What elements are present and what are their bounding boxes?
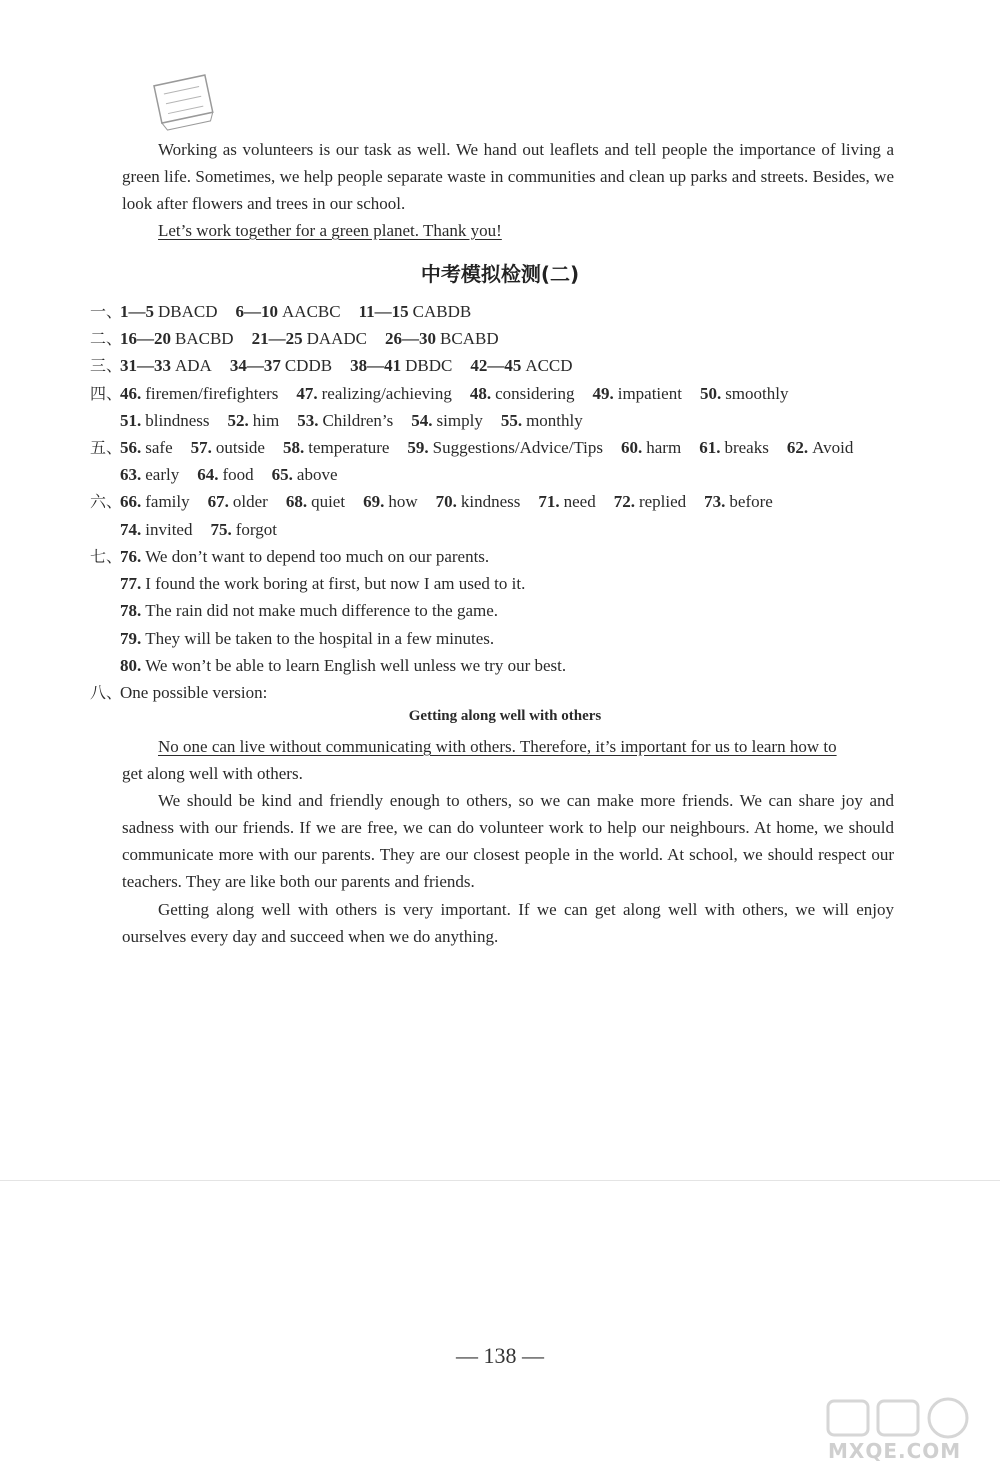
section-mark: 七、 [90, 547, 123, 566]
question-number: 78. [120, 601, 142, 621]
question-number: 73. [704, 492, 726, 512]
answer-text: him [252, 410, 280, 430]
answer-text: family [145, 492, 190, 512]
question-number: 57. [190, 438, 212, 457]
answer-item [297, 407, 393, 434]
answer-text: ADA [175, 356, 212, 376]
answer-item [614, 488, 686, 515]
question-number: 68. [285, 492, 308, 512]
answer-row [90, 488, 910, 515]
answer-item [787, 434, 854, 461]
intro-paragraph: Working as volunteers is our task as well. We hand out leaflets and tell people the importance of living a green life. Sometimes, we help people separate waste in communities and clean up parks and streets. Besides, we look after flowers and trees in our school. [122, 140, 894, 213]
answer-text: above [296, 465, 338, 485]
translation-text: The rain did not make much difference to the game. [145, 601, 499, 621]
answer-text: BACBD [175, 329, 234, 349]
question-number: 26—30 [385, 329, 437, 349]
question-number: 49. [592, 383, 614, 403]
answer-item [363, 488, 418, 515]
answer-item [120, 461, 179, 488]
answer-item [210, 516, 277, 543]
answer-text: impatient [617, 383, 682, 403]
question-number: 52. [227, 410, 249, 430]
question-number: 62. [786, 438, 809, 457]
translation-row [120, 570, 940, 597]
question-number: 51. [120, 410, 142, 430]
section-mark: 八、 [90, 683, 123, 702]
question-number: 63. [120, 465, 142, 485]
answer-item [621, 434, 681, 461]
answer-row [90, 434, 910, 461]
answer-item [700, 380, 789, 407]
translation-row [120, 625, 940, 652]
answer-item [699, 434, 769, 461]
answer-text: CABDB [412, 302, 472, 321]
question-number: 38—41 [350, 356, 402, 376]
translation-text: They will be taken to the hospital in a few minutes. [145, 628, 495, 648]
question-number: 69. [363, 492, 385, 512]
answer-text: temperature [308, 438, 390, 457]
question-number: 47. [296, 383, 318, 403]
question-number: 79. [120, 628, 142, 648]
answer-text: DBACD [158, 302, 218, 321]
answer-row [90, 325, 910, 352]
answer-item [120, 516, 192, 543]
answer-item [272, 461, 338, 488]
question-number: 16—20 [120, 329, 171, 349]
translation-text: We don’t want to depend too much on our parents. [145, 547, 490, 566]
answer-text: firemen/firefighters [145, 383, 279, 403]
answer-text: BCABD [440, 329, 499, 349]
answer-item [120, 325, 234, 352]
answer-item [208, 488, 268, 515]
answer-text: kindness [460, 492, 521, 512]
answer-text: early [145, 465, 180, 485]
question-number: 71. [538, 492, 560, 512]
question-number: 21—25 [251, 329, 303, 349]
question-number: 56. [120, 438, 142, 457]
answer-item [592, 380, 681, 407]
answer-row [120, 516, 940, 543]
answer-text: CDDB [284, 356, 333, 376]
watermark-logo-icon [820, 1395, 990, 1443]
question-number: 34—37 [229, 356, 281, 376]
answer-item [296, 380, 452, 407]
answer-text: before [729, 492, 773, 512]
translation-row [120, 652, 940, 679]
watermark-text: MXQE.COM [828, 1439, 962, 1463]
answer-item [230, 352, 332, 379]
intro-closing: Let’s work together for a green planet. Thank you! [158, 221, 502, 240]
translation-text: We won’t be able to learn English well unless we try our best. [145, 655, 567, 675]
answer-text: considering [495, 383, 575, 403]
answer-text: invited [145, 519, 193, 539]
answer-item [197, 461, 253, 488]
answer-row [90, 380, 910, 407]
answer-item [538, 488, 595, 515]
answer-row [90, 352, 910, 379]
answer-text: simply [436, 410, 483, 430]
answer-text: food [222, 465, 254, 485]
answer-item [359, 298, 472, 325]
question-number: 11—15 [358, 302, 409, 321]
answer-item [411, 407, 483, 434]
section-mark: 三、 [90, 356, 123, 376]
answer-item [283, 434, 389, 461]
question-number: 65. [271, 465, 293, 485]
question-number: 58. [282, 438, 305, 457]
translation-row [90, 543, 910, 570]
question-number: 80. [120, 655, 142, 675]
answer-text: smoothly [725, 383, 789, 403]
question-number: 53. [297, 410, 319, 430]
question-number: 48. [469, 383, 492, 403]
answer-item [120, 434, 173, 461]
answer-item [470, 352, 572, 379]
question-number: 6—10 [235, 302, 279, 321]
answer-text: monthly [526, 410, 583, 430]
answer-text: blindness [145, 410, 210, 430]
question-number: 66. [120, 492, 142, 512]
answer-row [120, 407, 940, 434]
answer-item [120, 352, 212, 379]
answer-text: DAADC [306, 329, 368, 349]
question-number: 31—33 [120, 356, 171, 376]
answer-row [120, 461, 940, 488]
answer-item [120, 380, 278, 407]
answer-item [470, 380, 575, 407]
answer-item [436, 488, 521, 515]
question-number: 60. [621, 438, 643, 457]
answer-text: ACCD [525, 356, 573, 376]
answer-item [227, 407, 279, 434]
answer-text: AACBC [282, 302, 341, 321]
question-number: 54. [411, 410, 433, 430]
answer-text: harm [646, 438, 682, 457]
section-mark: 五、 [90, 438, 123, 457]
answer-text: Avoid [812, 438, 854, 457]
question-number: 70. [435, 492, 457, 512]
footer-divider [0, 1180, 1000, 1181]
answer-item [120, 407, 209, 434]
section-mark: 一、 [90, 302, 123, 321]
essay-paragraph-3: Getting along well with others is very important. If we can get along well with others, we will enjoy ourselves every day and succeed when we do anything. [122, 900, 894, 946]
answer-item [704, 488, 773, 515]
question-number: 42—45 [470, 356, 522, 376]
question-number: 46. [120, 383, 142, 403]
answer-text: forgot [235, 519, 277, 539]
section-mark: 二、 [90, 329, 123, 349]
answer-text: quiet [311, 492, 346, 512]
translation-row [120, 597, 940, 624]
essay-paragraph-2: We should be kind and friendly enough to others, so we can make more friends. We can share joy and sadness with our friends. If we are free, we can do volunteer work to help our neighbours. At home, we should communicate more with our parents. They are our closest people in the world. At school, we should respect our teachers. They are like both our parents and friends. [122, 791, 894, 891]
question-number: 77. [120, 574, 142, 594]
question-number: 59. [407, 438, 429, 457]
answer-item [191, 434, 265, 461]
answer-text: safe [145, 438, 173, 457]
writing-intro: One possible version: [120, 683, 268, 702]
essay-paragraph-1: No one can live without communicating with others. Therefore, it’s important for us to learn how to get along well with others. [122, 737, 837, 783]
answer-item [236, 298, 341, 325]
answer-text: realizing/achieving [321, 383, 452, 403]
answer-item [407, 434, 603, 461]
answer-item [120, 488, 190, 515]
section-title: 中考模拟检测(二) [420, 262, 580, 286]
question-number: 50. [699, 383, 722, 403]
answer-text: outside [215, 438, 265, 457]
answer-text: replied [638, 492, 687, 512]
question-number: 1—5 [120, 302, 154, 321]
question-number: 76. [120, 547, 142, 566]
answer-text: Suggestions/Advice/Tips [432, 438, 604, 457]
answer-item [350, 352, 452, 379]
question-number: 64. [197, 465, 219, 485]
answer-text: breaks [724, 438, 769, 457]
answer-text: DBDC [405, 356, 453, 376]
question-number: 75. [210, 519, 232, 539]
watermark [820, 1395, 990, 1465]
question-number: 61. [699, 438, 721, 457]
answer-item [385, 325, 499, 352]
answer-text: older [232, 492, 268, 512]
answer-item [120, 298, 218, 325]
question-number: 74. [120, 519, 142, 539]
section-mark: 六、 [90, 492, 123, 512]
section-mark: 四、 [90, 383, 123, 403]
answer-item [286, 488, 345, 515]
answer-item [252, 325, 367, 352]
stamp-image [148, 72, 220, 132]
translation-text: I found the work boring at first, but now I am used to it. [145, 574, 526, 594]
answer-text: Children’s [322, 410, 394, 430]
answer-text: how [388, 492, 418, 512]
page-number: — 138 — [456, 1343, 544, 1368]
question-number: 72. [613, 492, 635, 512]
answer-text: need [563, 492, 596, 512]
answer-item [501, 407, 583, 434]
essay-title: Getting along well with others [408, 708, 602, 724]
question-number: 67. [207, 492, 229, 512]
question-number: 55. [500, 410, 523, 430]
answer-row [90, 298, 910, 325]
writing-intro-row [90, 679, 910, 706]
